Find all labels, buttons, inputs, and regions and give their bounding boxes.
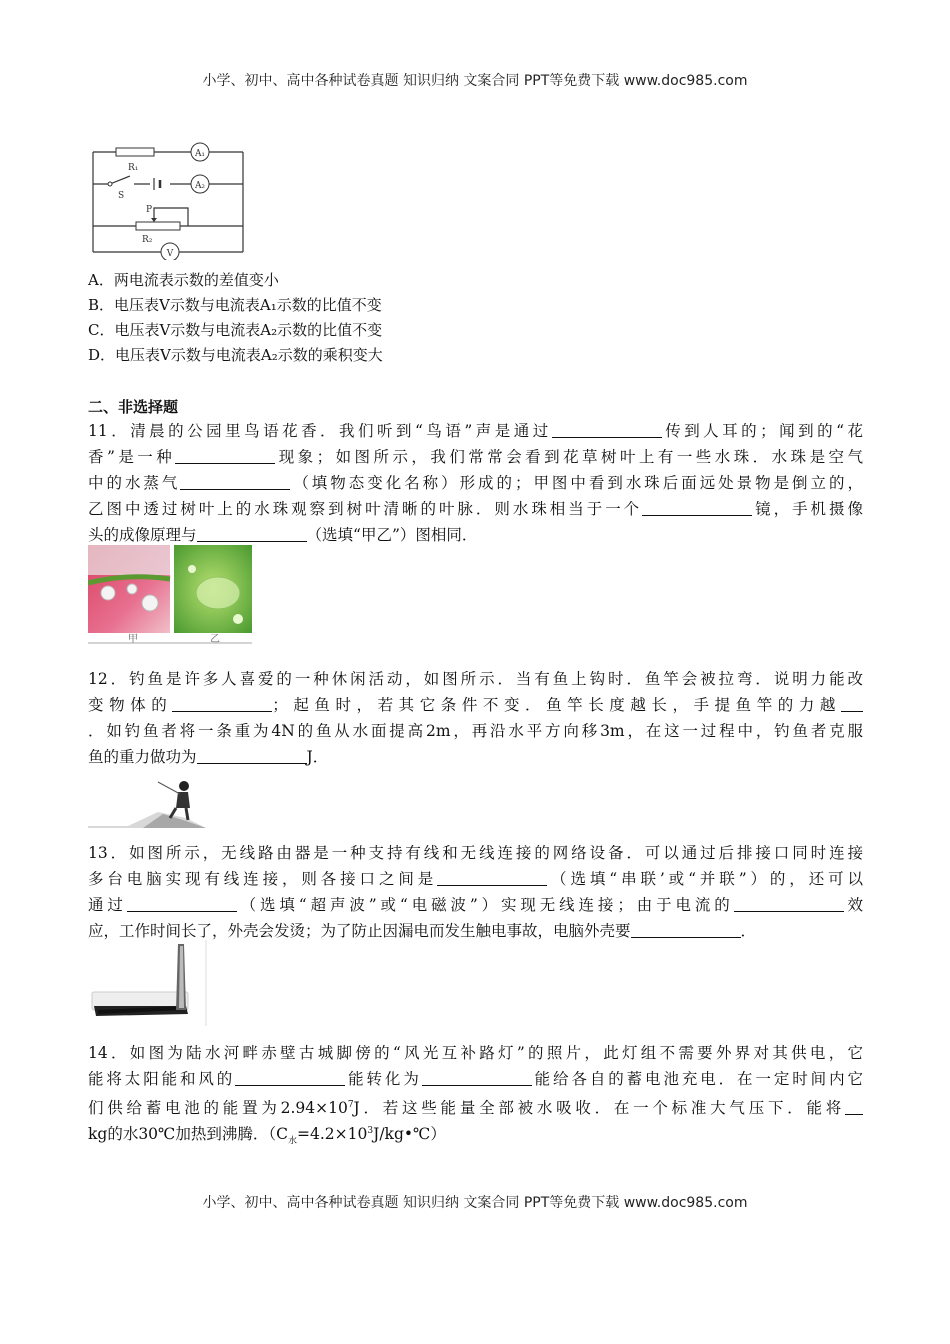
svg-text:A₁: A₁	[194, 149, 206, 159]
svg-text:P: P	[146, 205, 153, 215]
blank[interactable]	[197, 748, 307, 764]
blank[interactable]	[841, 696, 863, 712]
svg-text:S: S	[118, 191, 125, 201]
option-d: D．电压表V示数与电流表A₂示数的乘积变大	[88, 346, 383, 364]
router-photo	[88, 940, 208, 1026]
option-a: A．两电流表示数的差值变小	[88, 271, 279, 289]
blank[interactable]	[127, 896, 237, 912]
svg-text:A₂: A₂	[194, 181, 206, 191]
page-footer: 小学、初中、高中各种试卷真题 知识归纳 文案合同 PPT等免费下载 www.doc985.com	[202, 1195, 748, 1211]
blank[interactable]	[422, 1070, 532, 1086]
question-13: 13．如图所示，无线路由器是一种支持有线和无线连接的网络设备．可以通过后排接口同时连接 多台电脑实现有线连接，则各接口之间是 （选填“串联’或“并联”）的，还可以 通过 （选填“超声波”或“电磁波”）实现无线连接；由于电流的 效 应，工作时间长了，外壳会发烫；为了防止因漏电而发生触电事故，电脑外壳要 ．	[88, 844, 863, 940]
blank[interactable]	[734, 896, 844, 912]
water-drop-photos	[88, 545, 252, 645]
blank[interactable]	[197, 526, 307, 542]
svg-text:R₁: R₁	[128, 163, 139, 173]
svg-text:R₂: R₂	[142, 235, 153, 245]
option-b: B．电压表V示数与电流表A₁示数的比值不变	[88, 296, 382, 314]
svg-text:V: V	[166, 249, 174, 259]
page-header: 小学、初中、高中各种试卷真题 知识归纳 文案合同 PPT等免费下载 www.doc985.com	[202, 73, 748, 89]
blank[interactable]	[631, 922, 741, 938]
svg-text:甲: 甲	[128, 634, 138, 645]
blank[interactable]	[642, 500, 752, 516]
section-title: 二、非选择题	[88, 398, 179, 416]
question-11: 11．清晨的公园里鸟语花香．我们听到“鸟语”声是通过 传到人耳的；闻到的“花 香”是一种 现象；如图所示，我们常常会看到花草树叶上有一些水珠．水珠是空气 中的水蒸气 （填物态变化名称）形成的；甲图中看到水珠后面远处景物是倒立的， 乙图中透过树叶上的水珠观察到树叶清晰的叶脉．则水珠相当于一个 镜，手机摄像 头的成像原理与 （选填“甲乙”）图相同．	[88, 422, 863, 544]
blank[interactable]	[437, 870, 547, 886]
blank[interactable]	[180, 474, 290, 490]
question-14: 14．如图为陆水河畔赤壁古城脚傍的“风光互补路灯”的照片，此灯组不需要外界对其供电，它 能将太阳能和风的 能转化为 能给各自的蓄电池充电．在一定时间内它 们供给蓄电池的能置为$2.94\times 10^7J$．若这些能量全部被水吸收．在一个标准大气压下．能将 kg的水30℃加热到沸腾．$(C_水=4.2\times 10^3J/kg•℃)$	[88, 1044, 863, 1144]
svg-text:乙: 乙	[210, 634, 220, 645]
blank[interactable]	[175, 448, 275, 464]
fishing-photo	[88, 772, 206, 828]
blank[interactable]	[552, 422, 662, 438]
option-c: C．电压表V示数与电流表A₂示数的比值不变	[88, 321, 383, 339]
blank[interactable]	[235, 1070, 345, 1086]
resistor-r1	[116, 148, 154, 156]
blank[interactable]	[172, 696, 272, 712]
blank[interactable]	[845, 1099, 863, 1115]
circuit-diagram	[88, 140, 248, 260]
rheostat-r2	[136, 222, 180, 230]
question-12: 12．钓鱼是许多人喜爱的一种休闲活动，如图所示．当有鱼上钩时．鱼竿会被拉弯．说明力能改 变物体的 ；起鱼时，若其它条件不变．鱼竿长度越长，手提鱼竿的力越 ．如钓鱼者将一条重为4N的鱼从水面提高2m，再沿水平方向移3m，在这一过程中，钓鱼者克服 鱼的重力做功为 J．	[88, 670, 863, 766]
